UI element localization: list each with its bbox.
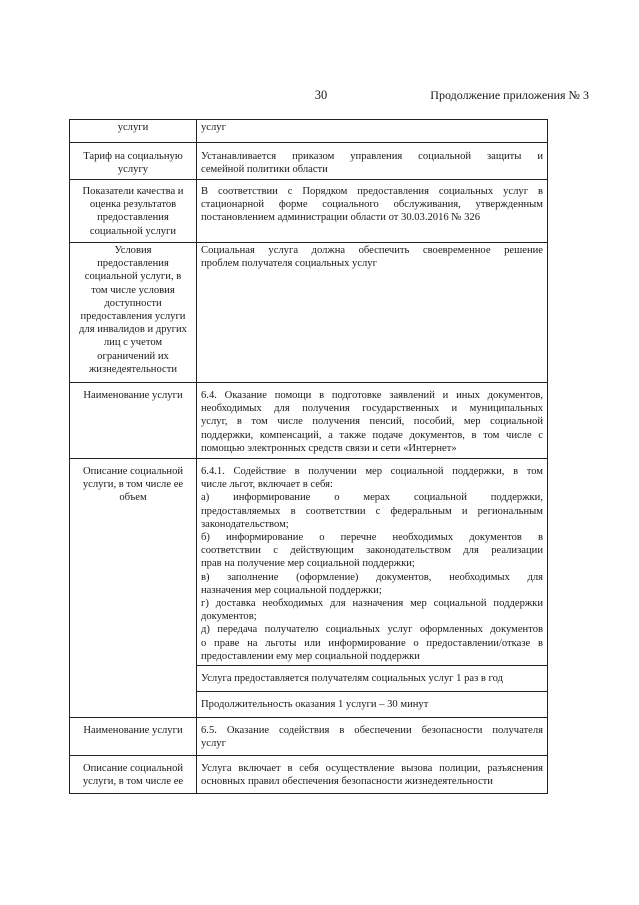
table-row <box>70 143 548 180</box>
row-value-description-2: Услуга включает в себя осуществление вызова полиции, разъяснения основных правил обеспечения безопасности жизнедеятельности <box>197 756 548 794</box>
row-label-tariff: Тариф на социальную услугу <box>70 143 197 180</box>
table-row <box>70 180 548 243</box>
appendix-continuation-label: Продолжение приложения № 3 <box>430 88 589 102</box>
row-label: услуги <box>70 120 197 143</box>
row-value: услуг <box>197 120 548 143</box>
table-row <box>70 383 548 459</box>
row-label-description-2: Описание социальной услуги, в том числе ее <box>70 756 197 794</box>
table-row <box>70 756 548 794</box>
row-label-service-name-2: Наименование услуги <box>70 718 197 756</box>
page-number: 30 <box>314 88 328 102</box>
row-value-description: 6.4.1. Содействие в получении мер социальной поддержки, в том числе льгот, включает в себя: а) информирование о мерах социальной поддержки, предоставляемых в соответствии с федеральным и региональным законодательством; б) информирование о перечне необходимых документов в соответствии с действующим законодательством для реализации прав на получение мер социальной поддержки; в) заполнение (оформление) документов, необходимых для назначения мер социальной поддержки; г) доставка необходимых для назначения мер социальной поддержки документов; д) передача получателю социальных услуг оформленных документов о праве на льготы или информирование о предоставлении/отказе в предоставлении ему мер социальной поддержки <box>197 459 548 666</box>
table-row <box>70 718 548 756</box>
row-label-service-name: Наименование услуги <box>70 383 197 459</box>
row-value-quality: В соответствии с Порядком предоставления социальных услуг в стационарной форме социального обслуживания, утвержденным постановлением администрации области от 30.03.2016 № 326 <box>197 180 548 243</box>
row-label-description: Описание социальной услуги, в том числе ее объем <box>70 459 197 718</box>
row-value-tariff: Устанавливается приказом управления социальной защиты и семейной политики области <box>197 143 548 180</box>
services-table <box>69 119 548 794</box>
table-row <box>70 120 548 143</box>
row-value-duration: Продолжительность оказания 1 услуги – 30 минут <box>197 692 548 718</box>
row-value-service-name-2: 6.5. Оказание содействия в обеспечении безопасности получателя услуг <box>197 718 548 756</box>
row-label-quality: Показатели качества и оценка результатов предоставления социальной услуги <box>70 180 197 243</box>
row-value-conditions: Социальная услуга должна обеспечить своевременное решение проблем получателя социальных услуг <box>197 243 548 383</box>
row-value-frequency: Услуга предоставляется получателям социальных услуг 1 раз в год <box>197 666 548 692</box>
table-row <box>70 459 548 666</box>
row-value-service-name: 6.4. Оказание помощи в подготовке заявлений и иных документов, необходимых для получения государственных и муниципальных услуг, в том числе получения пенсий, пособий, мер социальной поддержки, компенсаций, а также подаче документов, в том числе с помощью электронных средств связи и сети «Интернет» <box>197 383 548 459</box>
table-row <box>70 243 548 383</box>
row-label-conditions: Условия предоставления социальной услуги, в том числе условия доступности предоставления услуги для инвалидов и других лиц с учетом ограничений их жизнедеятельности <box>70 243 197 383</box>
